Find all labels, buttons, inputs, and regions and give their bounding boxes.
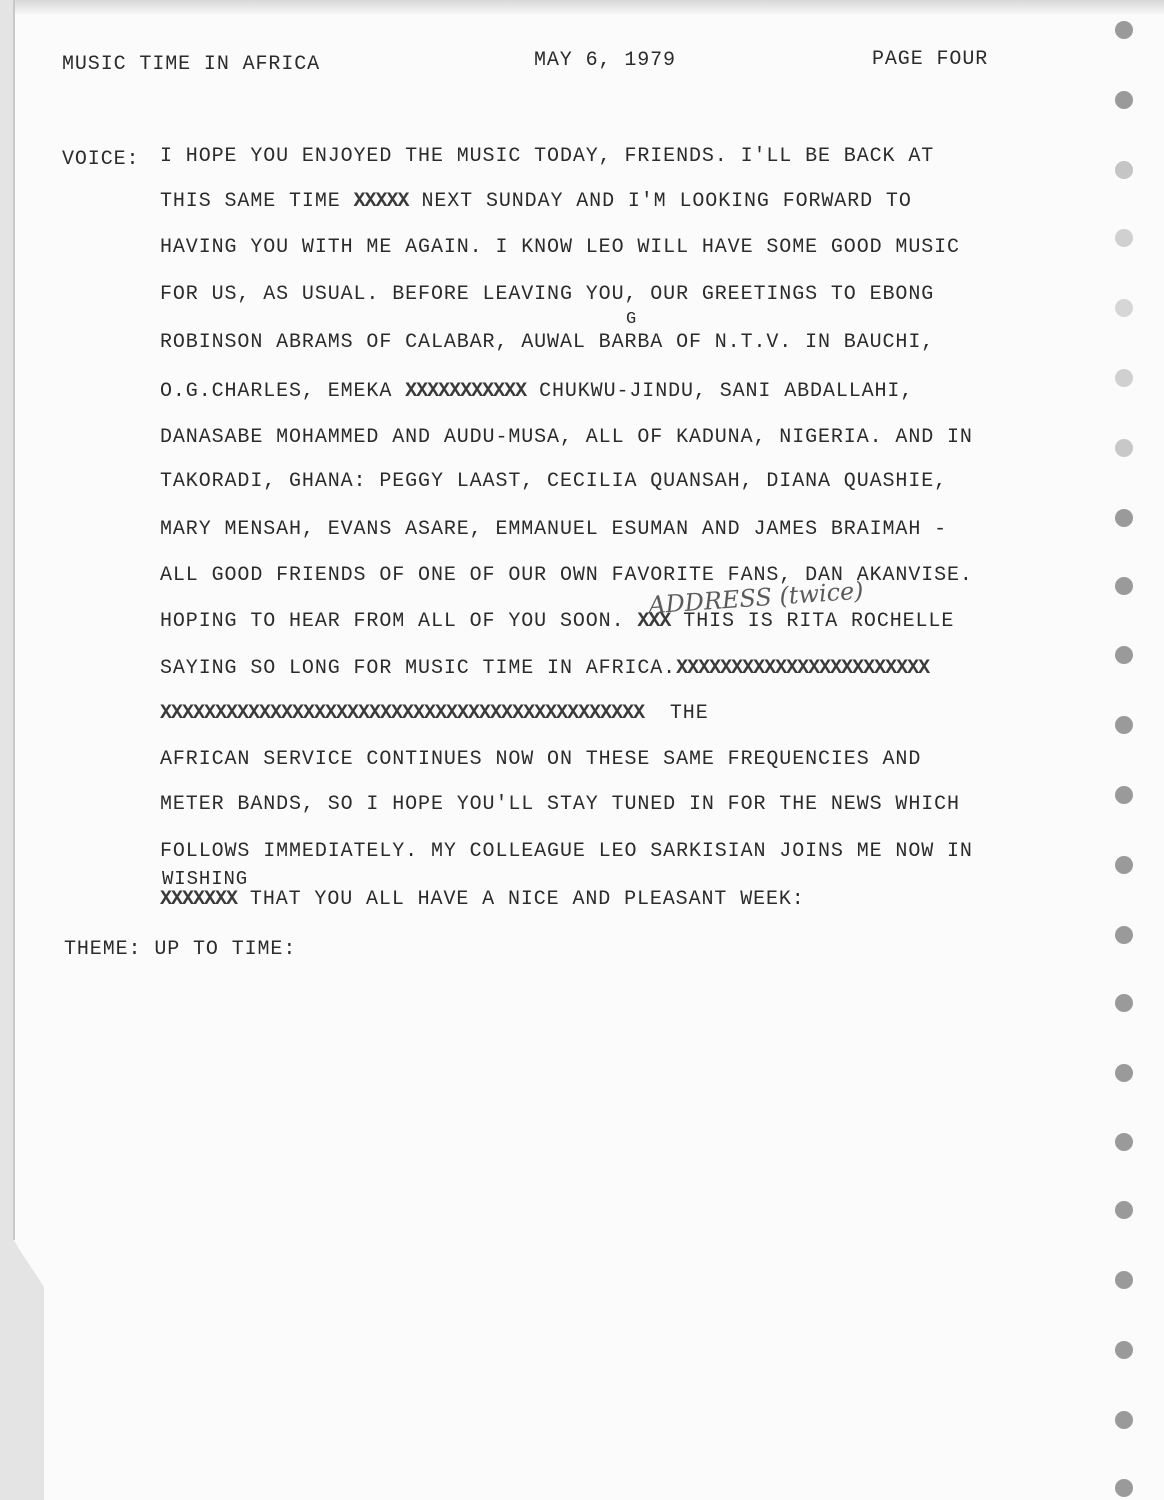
torn-left-edge [0,0,44,1500]
struck-out-text: XXXXXXX [160,888,238,911]
tractor-feed-holes [1084,0,1164,1500]
script-line-3: HAVING YOU WITH ME AGAIN. I KNOW LEO WILL HAVE SOME GOOD MUSIC [160,236,960,259]
script-line-14: AFRICAN SERVICE CONTINUES NOW ON THESE SAME FREQUENCIES AND [160,748,922,771]
typed-insertion-wishing: WISHING [162,868,249,890]
script-line-9: MARY MENSAH, EVANS ASARE, EMMANUEL ESUMAN AND JAMES BRAIMAH - [160,518,948,541]
script-line-1: I HOPE YOU ENJOYED THE MUSIC TODAY, FRIENDS. I'LL BE BACK AT [160,145,935,168]
script-line-13: XXXXXXXXXXXXXXXXXXXXXXXXXXXXXXXXXXXXXXXXXXXX THE [160,702,709,725]
script-line-12: SAYING SO LONG FOR MUSIC TIME IN AFRICA.XXXXXXXXXXXXXXXXXXXXXXX [160,657,930,680]
script-line-2: THIS SAME TIME XXXXX NEXT SUNDAY AND I'M LOOKING FORWARD TO [160,190,912,213]
struck-out-text: XXXXX [353,190,409,213]
handwritten-correction-g: G [626,310,638,329]
theme-cue: THEME: UP TO TIME: [64,938,297,961]
header-page-number: PAGE FOUR [872,48,989,71]
script-line-15: METER BANDS, SO I HOPE YOU'LL STAY TUNED IN FOR THE NEWS WHICH [160,793,960,816]
struck-out-text: XXX [637,610,671,633]
script-line-5: ROBINSON ABRAMS OF CALABAR, AUWAL BARBA OF N.T.V. IN BAUCHI, [160,331,935,354]
speaker-label-voice: VOICE: [62,148,140,171]
script-line-8: TAKORADI, GHANA: PEGGY LAAST, CECILIA QUANSAH, DIANA QUASHIE, [160,470,948,493]
script-line-7: DANASABE MOHAMMED AND AUDU-MUSA, ALL OF KADUNA, NIGERIA. AND IN [160,426,973,449]
handwritten-annotation: ADDRESS (twice) [647,576,865,620]
script-line-10: ALL GOOD FRIENDS OF ONE OF OUR OWN FAVORITE FANS, DAN AKANVISE. [160,564,973,587]
struck-out-text: XXXXXXXXXXX [405,380,527,403]
header-date: MAY 6, 1979 [534,49,676,72]
header-program-title: MUSIC TIME IN AFRICA [62,53,321,76]
script-line-17: XXXXXXX THAT YOU ALL HAVE A NICE AND PLEASANT WEEK: [160,888,805,911]
script-line-11: HOPING TO HEAR FROM ALL OF YOU SOON. XXX THIS IS RITA ROCHELLE [160,610,955,633]
struck-out-text: XXXXXXXXXXXXXXXXXXXXXXXXXXXXXXXXXXXXXXXXXXXX [160,702,645,725]
script-line-4: FOR US, AS USUAL. BEFORE LEAVING YOU, OUR GREETINGS TO EBONG [160,283,935,306]
struck-out-text: XXXXXXXXXXXXXXXXXXXXXXX [676,657,930,680]
paper-top-edge [0,0,1164,14]
script-line-16: FOLLOWS IMMEDIATELY. MY COLLEAGUE LEO SARKISIAN JOINS ME NOW IN [160,840,973,863]
script-line-6: O.G.CHARLES, EMEKA XXXXXXXXXXX CHUKWU-JINDU, SANI ABDALLAHI, [160,380,914,403]
